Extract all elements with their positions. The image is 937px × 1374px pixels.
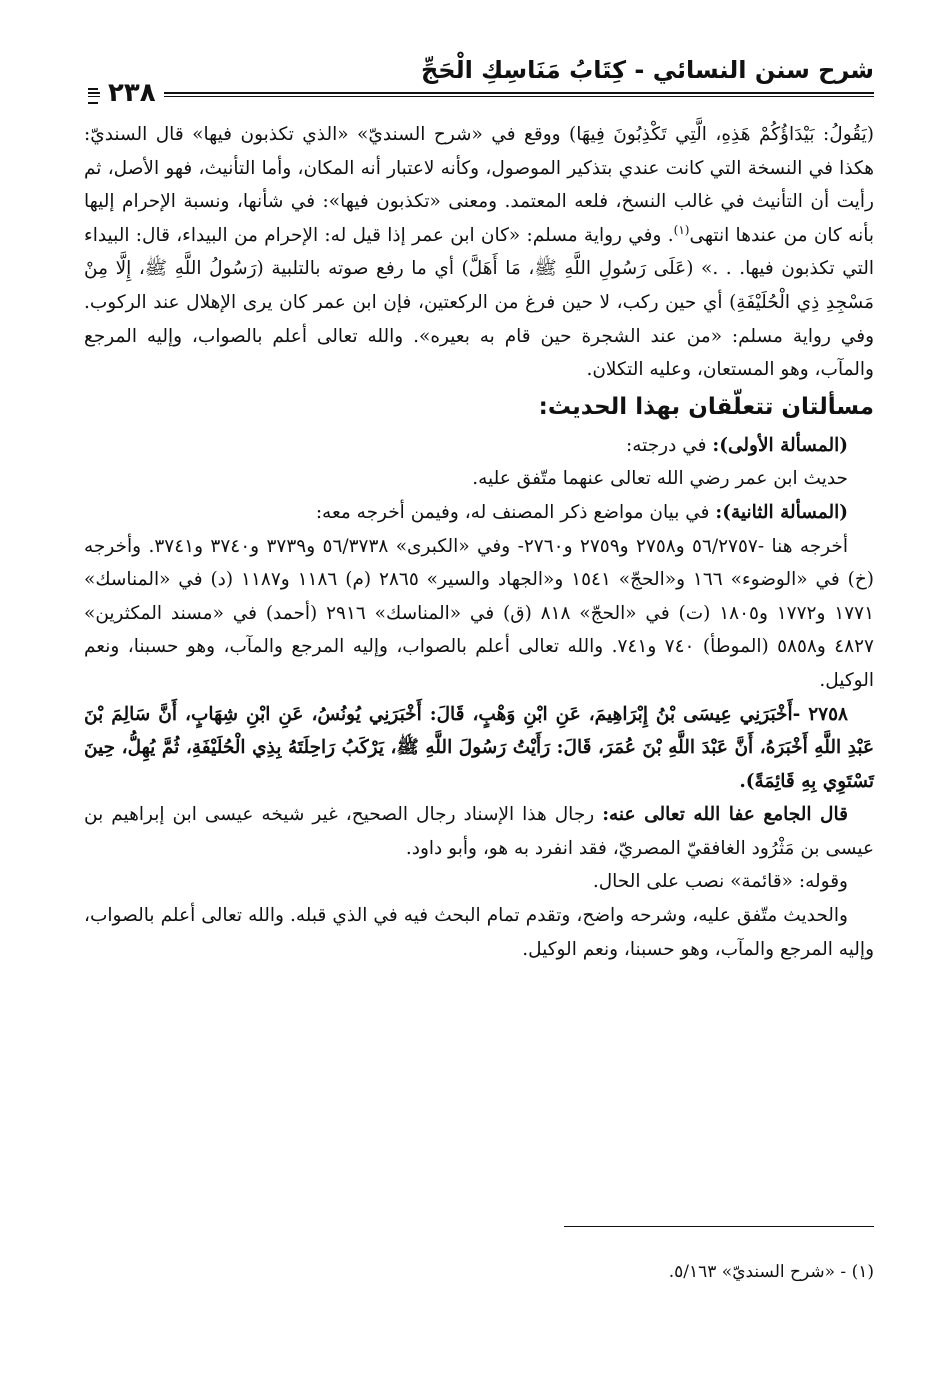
issue-two-title: في بيان مواضع ذكر المصنف له، وفيمن أخرجه معه: <box>315 501 716 523</box>
header-rule-thin <box>88 96 874 97</box>
header-rule-thick <box>88 92 874 94</box>
commentary-text-cont: . وفي رواية مسلم: «كان ابن عمر إذا قيل له: الإحرام من البيداء، قال: البيداء التي تكذبون فيها. . .» (عَلَى رَسُولِ اللَّهِ ﷺ، مَا أَهَلَّ) أي ما رفع صوته بالتلبية (رَسُولُ اللَّهِ ﷺ، إِلَّا مِنْ مَسْجِدِ ذِي الْحُلَيْفَةِ) أي حين ركب، لا حين فرغ من الركعتين، فإن ابن عمر كان يرى الإهلال عند الركوب. وفي رواية مسلم: «من عند الشجرة حين قام به بعيره». والله تعالى أعلم بالصواب، وإليه المرجع والمآب، وهو المستعان، وعليه التكلان. <box>84 224 874 381</box>
jami-text: رجال هذا الإسناد رجال الصحيح، غير شيخه عيسى ابن إبراهيم بن عيسى بن مَثْرُود الغافقيّ المصريّ، فقد انفرد به هو، وأبو داود. <box>84 804 874 859</box>
issue-two <box>84 496 874 530</box>
closing-paragraph: والحديث متّفق عليه، وشرحه واضح، وتقدم تمام البحث فيه في الذي قبله. والله تعالى أعلم بالصواب، وإليه المرجع والمآب، وهو حسبنا، ونعم الوكيل. <box>84 905 874 960</box>
paragraph-commentary <box>84 118 874 387</box>
commentary-text: (يَقُولُ: بَيْدَاؤُكُمْ هَذِهِ، الَّتِي تَكْذِبُونَ فِيهَا) ووقع في «شرح السنديّ» «الذي تكذبون فيها» قال السنديّ: هكذا في النسخة التي كانت عندي بتذكير الموصول، وكأنه لاعتبار أنه المكان، وأما التأنيث، فهو الأصل، ثم رأيت أن التأنيث في غالب النسخ، فلعه المعتمد. ومعنى «تكذبون فيها»: في شأنها، ونسبة الإحرام إليها بأنه كان من عندها انتهى <box>84 124 874 246</box>
issue-one-title: في درجته: <box>626 434 713 456</box>
issue-two-body: أخرجه هنا -٥٦/٢٧٥٧ و٢٧٥٨ و٢٧٥٩ و٢٧٦٠- وفي «الكبرى» ٥٦/٣٧٣٨ و٣٧٣٩ و٣٧٤٠ و٣٧٤١. وأخرجه (خ) في «الوضوء» ١٦٦ و«الحجّ» ١٥٤١ و«الجهاد والسير» ٢٨٦٥ (م) ١١٨٦ و١١٨٧ (د) في «المناسك» ١٧٧١ و١٧٧٢ و١٨٠٥ (ت) في «الحجّ» ٨١٨ (ق) في «المناسك» ٢٩١٦ (أحمد) في «مسند المكثرين» ٤٨٢٧ و٥٨٥٨ (الموطأ) ٧٤٠ و٧٤١. والله تعالى أعلم بالصواب، وإليه المرجع والمآب، وهو حسبنا، ونعم الوكيل. <box>84 535 875 691</box>
qawluhu-paragraph: وقوله: «قائمة» نصب على الحال. <box>592 871 848 893</box>
issue-one-body: حديث ابن عمر رضي الله تعالى عنهما متّفق عليه. <box>472 468 848 490</box>
footnote-separator <box>564 1226 874 1227</box>
header-rule-left-ornament <box>88 88 98 104</box>
running-header <box>88 52 874 106</box>
page-number: ٢٣٨ <box>100 78 164 108</box>
jami-label: قال الجامع عفا الله تعالى عنه: <box>602 804 848 826</box>
footnote: (١) - «شرح السنديّ» ٥/١٦٣. <box>668 1262 874 1282</box>
issue-one-label: (المسألة الأولى): <box>712 434 848 456</box>
issue-one <box>84 429 874 463</box>
hadith-text: ٢٧٥٨ -أَخْبَرَنِي عِيسَى بْنُ إِبْرَاهِيمَ، عَنِ ابْنِ وَهْبٍ، قَالَ: أَخْبَرَنِي يُونُسُ، عَنِ ابْنِ شِهَابٍ، أَنَّ سَالِمَ بْنَ عَبْدِ اللَّهِ أَخْبَرَهُ، أَنَّ عَبْدَ اللَّهِ بْنَ عُمَرَ، قَالَ: رَأَيْتُ رَسُولَ اللَّهِ ﷺ، يَرْكَبُ رَاحِلَتَهُ بِذِي الْحُلَيْفَةِ، ثُمَّ يُهِلُّ، حِينَ تَسْتَوِي بِهِ قَائِمَةً). <box>84 703 874 792</box>
section-heading: مسألتان تتعلّقان بهذا الحديث: <box>538 393 874 420</box>
header-title: شرح سنن النسائي - كِتَابُ مَنَاسِكِ الْحَجِّ <box>420 56 874 84</box>
main-text <box>84 118 874 966</box>
jami-paragraph <box>84 798 874 865</box>
issue-two-label: (المسألة الثانية): <box>715 501 848 523</box>
footnote-marker[interactable]: (١) <box>673 222 690 237</box>
